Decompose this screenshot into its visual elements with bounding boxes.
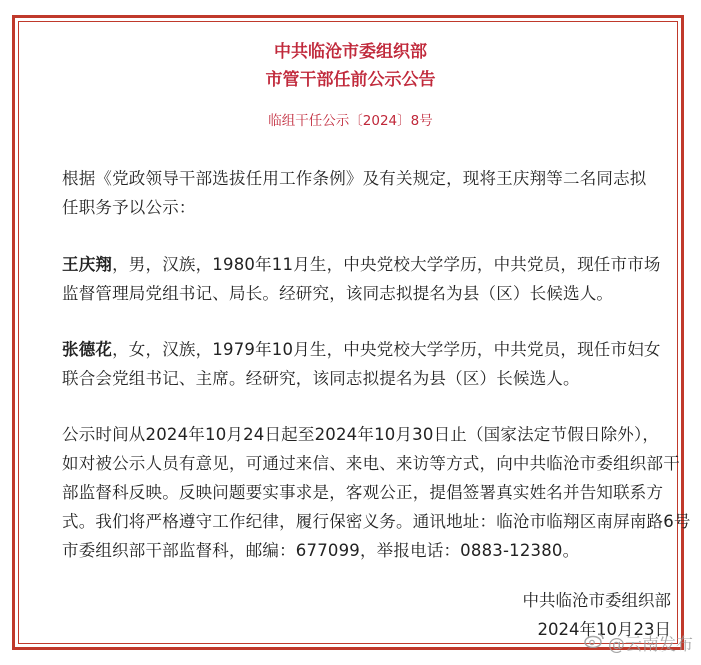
watermark (584, 630, 693, 655)
person-details: ，女，汉族，1979年10月生，中央党校大学学历，中共党员，现任市妇女 (112, 340, 661, 359)
notice-line: 市委组织部干部监督科，邮编：677099，举报电话：0883-12380。 (62, 541, 580, 560)
person-details-line: 联合会党组书记、主席。经研究，该同志拟提名为县（区）长候选人。 (62, 369, 580, 388)
person-entry (62, 336, 661, 360)
intro-line: 根据《党政领导干部选拔任用工作条例》及有关规定，现将王庆翔等二名同志拟 (62, 169, 647, 188)
signature-org: 中共临沧市委组织部 (522, 591, 671, 610)
person-name: 张德花 (62, 340, 113, 359)
notice-line: 如对被公示人员有意见，可通过来信、来电、来访等方式，向中共临沧市委组织部干 (62, 454, 680, 473)
notice-line: 公示时间从2024年10月24日起至2024年10月30日止（国家法定节假日除外）， (62, 425, 660, 444)
intro-line: 任职务予以公示： (62, 198, 196, 217)
notice-line: 式。我们将严格遵守工作纪律，履行保密义务。通讯地址：临沧市临翔区南屏南路6号 (62, 512, 691, 531)
notice-line: 部监督科反映。反映问题要实事求是，客观公正，提倡签署真实姓名并告知联系方 (62, 483, 664, 502)
document-number: 临组干任公示〔2024〕8号 (268, 113, 433, 129)
weibo-icon (584, 632, 604, 653)
watermark-text: @云南发布 (608, 635, 693, 655)
person-name: 王庆翔 (62, 255, 113, 274)
issuing-org: 中共临沧市委组织部 (274, 42, 427, 62)
notice-title: 市管干部任前公示公告 (265, 70, 436, 90)
signature-date: 2024年10月23日 (537, 620, 671, 639)
person-details-line: 监督管理局党组书记、局长。经研究，该同志拟提名为县（区）长候选人。 (62, 284, 614, 303)
person-entry (62, 251, 661, 275)
person-details: ，男，汉族，1980年11月生，中央党校大学学历，中共党员，现任市市场 (112, 255, 661, 274)
